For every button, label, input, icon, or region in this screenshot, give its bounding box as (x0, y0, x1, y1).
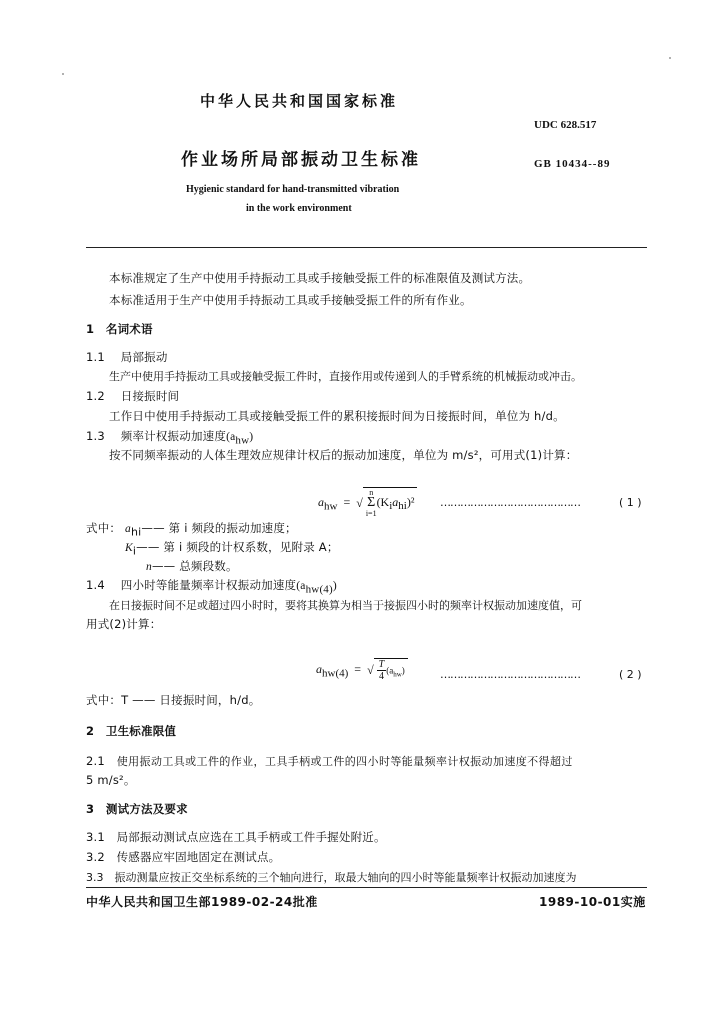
item-1-4-text-1: 在日接振时间不足或超过四小时时，要将其换算为相当于接振四小时的频率计权振动加速度值，可 (109, 599, 582, 612)
definition-ahi: $a_{hi}——$ 第 i 频段的振动加速度； (125, 521, 297, 539)
item-number: 1.1 (86, 350, 105, 364)
formula-lhs: $a_{hw}$ (318, 494, 338, 513)
item-number: 1.2 (86, 389, 105, 403)
udc-number: UDC 628.517 (534, 119, 597, 131)
item-1-2-text: 工作日中使用手持振动工具或接触受振工件的累积接振时间为日接振时间，单位为 h/d。 (109, 409, 565, 423)
equals-sign: = (354, 662, 362, 677)
sqrt-sign: √ (367, 663, 374, 677)
formula-1-number: ( 1 ) (619, 496, 642, 509)
item-1-3-text: 按不同频率振动的人体生理效应规律计权后的振动加速度，单位为 m/s²，可用式(1)计算： (109, 448, 578, 462)
item-title: 日接振时间 (120, 389, 180, 403)
approval-line: 中华人民共和国卫生部1989-02-24批准 (86, 895, 318, 909)
radicand: $\frac{T}{4}$ $(a_{hw})$ (374, 658, 408, 682)
item-number: 2.1 (86, 754, 105, 768)
implementation-date: 1989-10-01实施 (539, 895, 646, 909)
item-title: 四小时等能量频率计权振动加速度 (120, 578, 297, 592)
item-title: 局部振动 (120, 350, 168, 364)
sqrt-sign: √ (356, 495, 363, 510)
item-1-1 (86, 349, 168, 365)
item-1-4 (86, 577, 337, 595)
symbol: $(a_{hw})$ (226, 431, 254, 447)
item-number: 1.3 (86, 429, 105, 443)
english-title-line2: in the work environment (246, 203, 352, 214)
where-label: 式中： (86, 521, 122, 535)
item-3-2: 3.2 传感器应牢固地固定在测试点。 (86, 850, 281, 864)
item-1-1-text: 生产中使用手持振动工具或接触受振工件时，直接作用或传递到人的手臂系统的机械振动或冲击。 (109, 370, 582, 383)
english-title-line1: Hygienic standard for hand-transmitted vibration (186, 184, 400, 195)
gb-number: GB 10434--89 (534, 158, 611, 170)
formula-lhs: $a_{hw(4)}$ (316, 662, 349, 680)
equals-sign: = (343, 494, 351, 509)
formula-2-number: ( 2 ) (619, 668, 642, 681)
item-1-4-text-2: 用式(2)计算： (86, 617, 162, 631)
section-2-heading: 2 卫生标准限值 (86, 724, 177, 738)
item-3-3: 3.3 振动测量应按正交坐标系统的三个轴向进行，取最大轴向的四小时等能量频率计权振动加速度为 (86, 871, 577, 884)
section-3-heading: 3 测试方法及要求 (86, 802, 188, 816)
item-1-3 (86, 428, 253, 446)
summation: n Σ i=1 (365, 488, 377, 518)
scan-speck (669, 57, 671, 59)
footer-rule (86, 887, 647, 888)
document-title: 作业场所局部振动卫生标准 (181, 150, 421, 170)
formula-2-leader: …………………………………… (440, 668, 580, 681)
section-1-heading: 1 名词术语 (86, 322, 153, 336)
item-2-1 (86, 753, 573, 769)
formula-1-leader: …………………………………… (440, 496, 580, 509)
formula-1 (318, 487, 417, 518)
standard-class: 中华人民共和国国家标准 (200, 92, 399, 110)
definition-ki: $K_i——$ 第 i 频段的计权系数，见附录 A； (125, 540, 339, 558)
symbol: $(a_{hw(4)})$ (296, 580, 337, 596)
item-1-2 (86, 388, 179, 404)
intro-paragraph-1: 本标准规定了生产中使用手持振动工具或手接触受振工件的标准限值及测试方法。 (109, 271, 531, 285)
fraction: $\frac{T}{4}$ (378, 659, 385, 682)
item-text: 使用振动工具或工件的作业，工具手柄或工件的四小时等能量频率计权振动加速度不得超过 (116, 755, 573, 768)
header-rule (86, 247, 647, 248)
intro-paragraph-2: 本标准适用于生产中使用手持振动工具或手接触受振工件的所有作业。 (109, 293, 472, 307)
item-number: 1.4 (86, 578, 105, 592)
scan-speck (62, 73, 64, 75)
item-title: 频率计权振动加速度 (120, 429, 227, 443)
where-2: 式中：T —— 日接振时间，h/d。 (86, 693, 261, 707)
item-3-1: 3.1 局部振动测试点应选在工具手柄或工件手握处附近。 (86, 830, 386, 844)
radicand: n Σ i=1 $(K_ia_{hi})^2$ (363, 487, 418, 518)
formula-2 (316, 658, 408, 682)
item-2-1-cont: 5 m/s²。 (86, 773, 136, 787)
definition-n: n—— 总频段数。 (146, 559, 238, 573)
